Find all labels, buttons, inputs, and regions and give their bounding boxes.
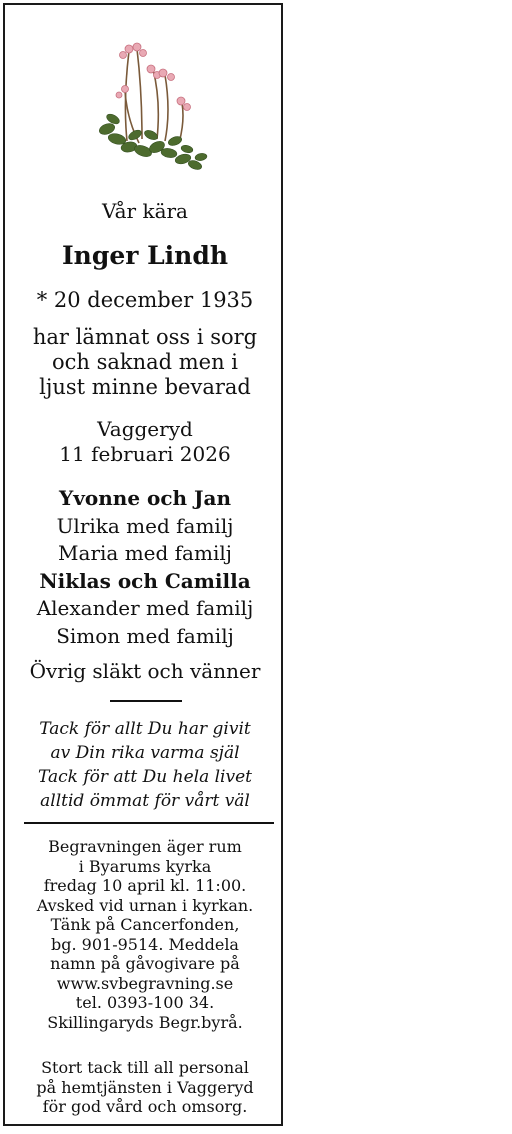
thanks-line: Stort tack till all personal [41,1058,249,1077]
short-divider [110,700,182,702]
info-line: tel. 0393-100 34. [75,993,215,1012]
thanks-note [5,1058,285,1117]
thanks-line: för god vård och omsorg. [42,1097,248,1116]
info-line: namn på gåvogivare på [50,954,240,973]
website-link: www.svbegravning.se [56,973,234,993]
family-member: Ulrika med familj [56,513,234,538]
deceased-name: Inger Lindh [61,241,229,270]
other-relatives: Övrig släkt och vänner [29,659,261,683]
place-date-block [5,417,285,467]
info-line: Avsked vid urnan i kyrkan. [36,895,254,915]
funeral-home: Skillingaryds Begr.byrå. [47,1012,243,1032]
place: Vaggeryd [97,417,193,441]
message-line: har lämnat oss i sorg [32,325,258,349]
message-line: och saknad men i [51,350,239,374]
family-member: Simon med familj [56,623,234,648]
family-member: Maria med familj [58,541,232,565]
date-of-death: 11 februari 2026 [59,442,231,466]
intro-text: Vår kära [102,199,188,223]
funeral-info [5,837,285,1032]
message-block [5,325,285,400]
verse [5,717,285,813]
info-line: bg. 901-9514. Meddela [51,934,239,954]
info-line: Tänk på Cancerfonden, [50,915,240,934]
family-member: Niklas och Camilla [39,568,251,593]
long-divider [24,822,274,824]
family-list [5,485,285,650]
info-line: fredag 10 april kl. 11:00. [43,876,247,895]
obituary-frame [3,3,283,1126]
birth-date: * 20 december 1935 [36,288,254,312]
verse-line: av Din rika varma själ [50,743,240,763]
thanks-line: på hemtjänsten i Vaggeryd [36,1077,254,1097]
linnea-flower-icon [87,31,217,173]
verse-line: Tack för allt Du har givit [39,719,251,739]
verse-line: alltid ömmat för vårt väl [40,791,250,811]
info-line: i Byarums kyrka [78,856,212,876]
message-line: ljust minne bevarad [39,375,251,399]
info-line: Begravningen äger rum [48,837,242,856]
family-member: Yvonne och Jan [59,486,231,510]
family-member: Alexander med familj [36,596,254,620]
verse-line: Tack för att Du hela livet [38,767,252,787]
